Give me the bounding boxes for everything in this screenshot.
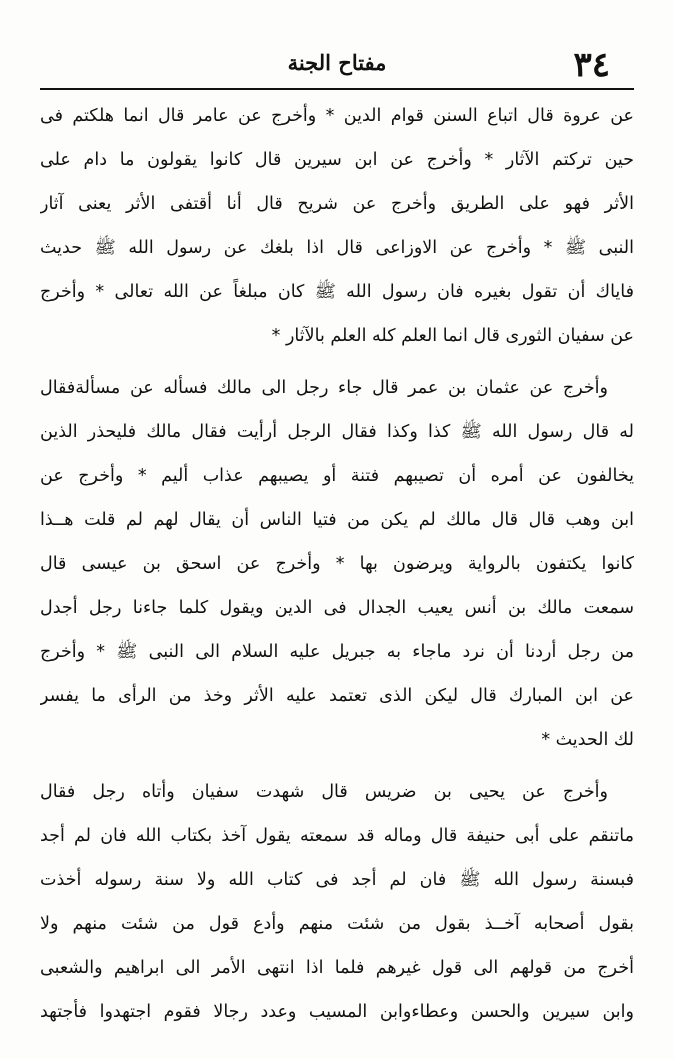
paragraph-1	[40, 94, 634, 358]
paragraph-2	[40, 366, 634, 762]
paragraph-3	[40, 770, 634, 1034]
text-line: بقول أصحابه آخــذ بقول من شئت منهم وأدع قول من شئت منهم ولا	[40, 914, 634, 934]
text-line: عن عروة قال اتباع السنن قوام الدين * وأخرج عن عامر قال انما هلكتم فى	[40, 106, 634, 126]
page-number: ٣٤	[573, 45, 610, 85]
paragraph-gap	[40, 358, 634, 366]
text-line: من رجل أردنا أن نرد ماجاء به جبريل عليه السلام الى النبى ﷺ * وأخرج	[40, 642, 634, 662]
text-line: كانوا يكتفون بالرواية ويرضون بها * وأخرج عن اسحق بن عيسى قال	[40, 554, 634, 574]
text-line: عن سفيان الثورى قال انما العلم كله العلم بالآثار *	[271, 326, 634, 346]
text-line: لك الحديث *	[541, 730, 634, 750]
text-line: ابن وهب قال قال مالك لم يكن من فتيا الناس أن يقال لهم لم قلت هــذا	[40, 510, 634, 530]
text-line: فبسنة رسول الله ﷺ فان لم أجد فى كتاب الله ولا سنة رسوله أخذت	[40, 870, 634, 890]
body-text	[40, 94, 634, 1034]
text-line: وأخرج عن عثمان بن عمر قال جاء رجل الى مالك فسأله عن مسألةفقال	[40, 378, 608, 398]
text-line: له قال رسول الله ﷺ كذا وكذا فقال الرجل أرأيت فقال مالك فليحذر الذين	[40, 422, 634, 442]
text-line: وأخرج عن يحيى بن ضريس قال شهدت سفيان وأتاه رجل فقال	[40, 782, 608, 802]
text-line: الأثر فهو على الطريق وأخرج عن شريح قال أنا أقتفى الأثر يعنى آثار	[40, 194, 634, 214]
text-line: يخالفون عن أمره أن تصيبهم فتنة أو يصيبهم عذاب أليم * وأخرج عن	[40, 466, 634, 486]
header-rule	[40, 88, 634, 90]
text-line: فاياك أن تقول بغيره فان رسول الله ﷺ كان مبلغاً عن الله تعالى * وأخرج	[40, 282, 634, 302]
text-line: عن ابن المبارك قال ليكن الذى تعتمد عليه الأثر وخذ من الرأى ما يفسر	[40, 686, 634, 706]
page-header	[40, 44, 634, 84]
text-line: حين تركتم الآثار * وأخرج عن ابن سيرين قال كانوا يقولون ما دام على	[40, 150, 634, 170]
text-line: أخرج من قولهم الى قول غيرهم فلما اذا انتهى الأمر الى ابراهيم والشعبى	[40, 958, 634, 978]
text-line: النبى ﷺ * وأخرج عن الاوزاعى قال اذا بلغك عن رسول الله ﷺ حديث	[40, 238, 634, 258]
text-line: ماتنقم على أبى حنيفة قال وماله قد سمعته يقول آخذ بكتاب الله فان لم أجد	[40, 826, 634, 846]
text-line: وابن سيرين والحسن وعطاءوابن المسيب وعدد رجالا فقوم اجتهدوا فأجتهد	[40, 1002, 634, 1022]
paragraph-gap	[40, 762, 634, 770]
text-line: سمعت مالك بن أنس يعيب الجدال فى الدين ويقول كلما جاءنا رجل أجدل	[40, 598, 634, 618]
running-title: مفتاح الجنة	[287, 50, 387, 75]
